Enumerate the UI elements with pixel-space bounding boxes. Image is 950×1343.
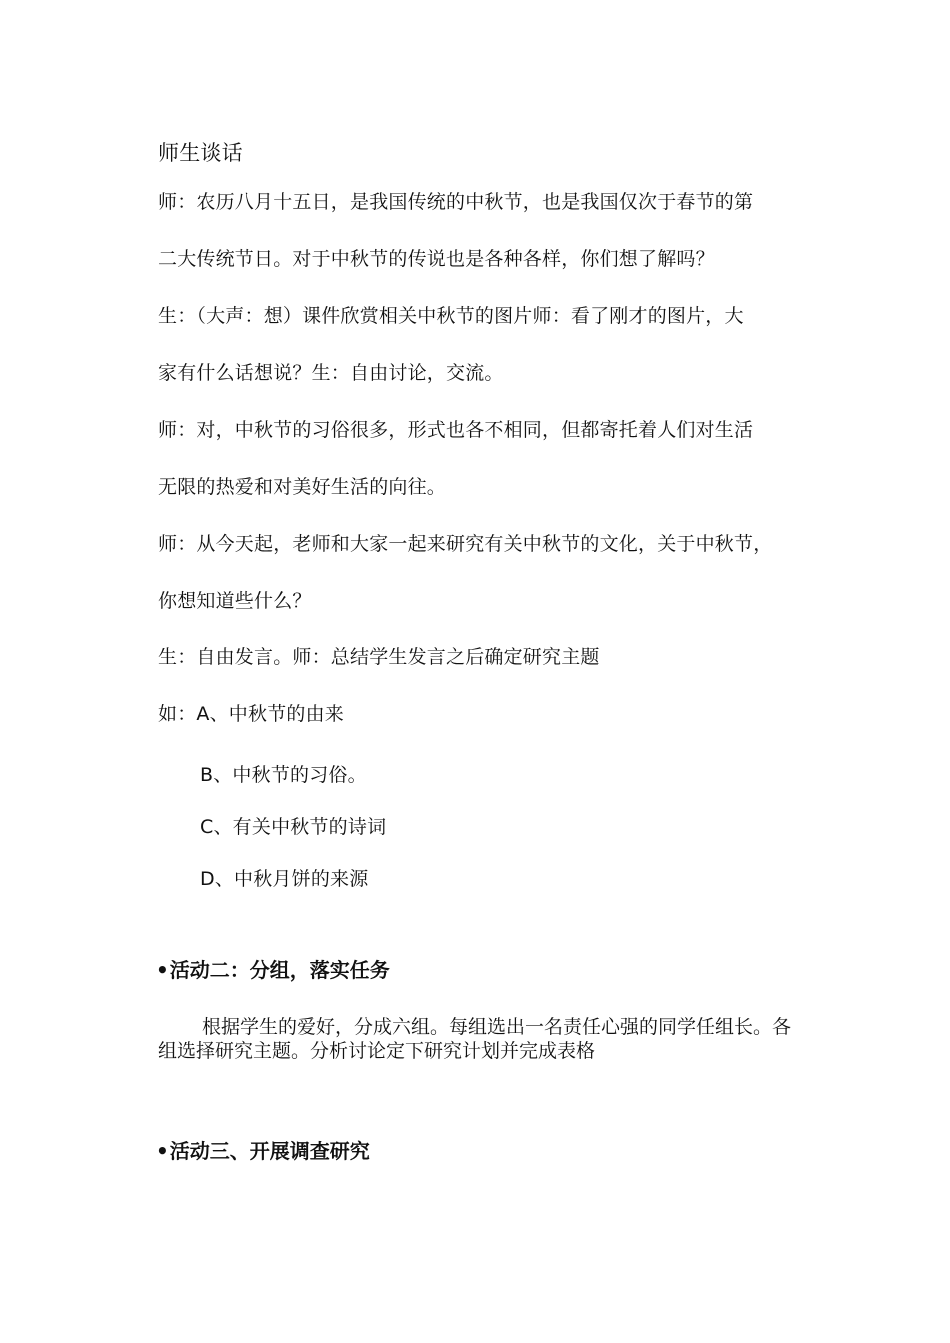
topics-intro: 如：A、中秋节的由来: [158, 703, 344, 725]
bullet-icon: •: [156, 958, 169, 982]
dialogue-line: 你想知道些什么？: [158, 590, 312, 612]
dialogue-line: 师：对，中秋节的习俗很多，形式也各不相同，但都寄托着人们对生活: [158, 419, 754, 441]
dialogue-line: 家有什么话想说？生：自由讨论，交流。: [158, 362, 504, 384]
section-title: 师生谈话: [158, 141, 243, 165]
dialogue-line: 生：自由发言。师：总结学生发言之后确定研究主题: [158, 646, 600, 668]
dialogue-line: 生：（大声：想）课件欣赏相关中秋节的图片师：看了刚才的图片，大: [158, 305, 744, 327]
dialogue-line: 师：从今天起，老师和大家一起来研究有关中秋节的文化，关于中秋节，: [158, 533, 773, 555]
dialogue-line: 二大传统节日。对于中秋节的传说也是各种各样，你们想了解吗？: [158, 248, 715, 270]
activity3-title: 活动三、开展调查研究: [169, 1139, 370, 1163]
bullet-icon: •: [156, 1139, 169, 1163]
activity2-heading: [156, 957, 390, 983]
dialogue-line: 师：农历八月十五日，是我国传统的中秋节，也是我国仅次于春节的第: [158, 191, 754, 213]
activity2-title: 活动二：分组，落实任务: [169, 958, 390, 982]
topic-item: D、中秋月饼的来源: [200, 868, 369, 890]
activity3-heading: [156, 1138, 370, 1164]
topic-item: C、有关中秋节的诗词: [200, 816, 387, 838]
dialogue-line: 无限的热爱和对美好生活的向往。: [158, 476, 447, 498]
activity2-body: 根据学生的爱好，分成六组。每组选出一名责任心强的同学任组长。各组选择研究主题。分析讨论定下研究计划并完成表格: [158, 1016, 792, 1062]
topic-item: B、中秋节的习俗。: [200, 764, 367, 786]
